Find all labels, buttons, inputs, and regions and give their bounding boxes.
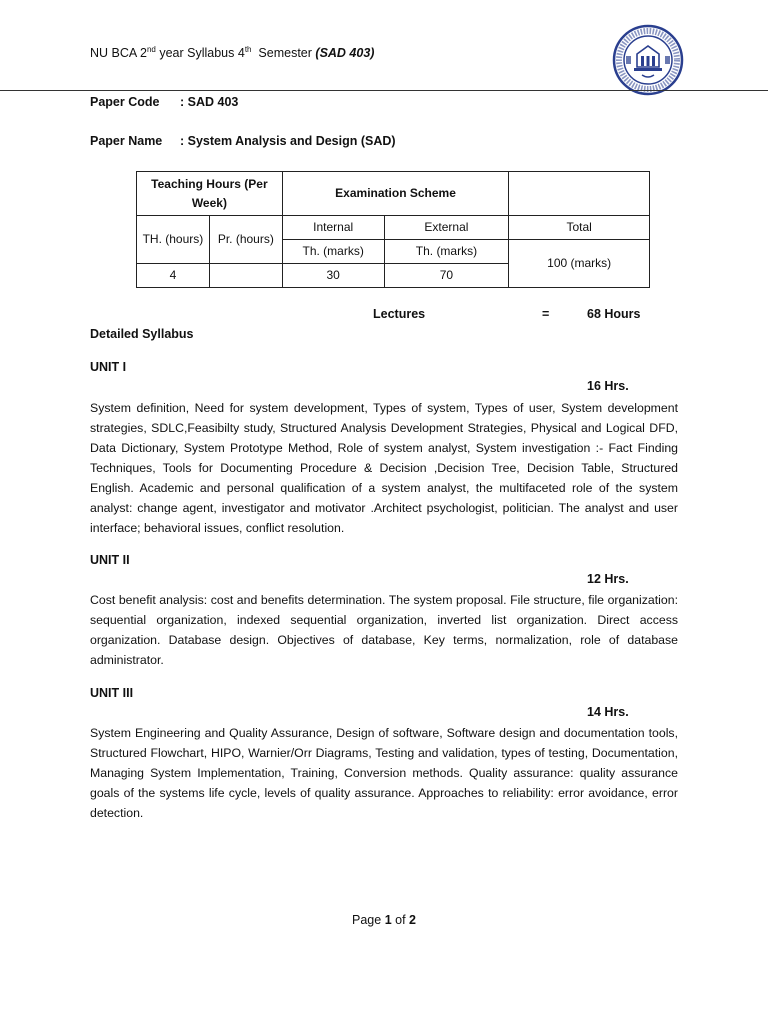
teaching-examination-table xyxy=(136,171,650,288)
header-sup-1: nd xyxy=(146,44,156,54)
internal-marks-value: 30 xyxy=(282,264,384,288)
unit-1-content: System definition, Need for system development, Types of system, Types of user, System development strategies, SDLC,Feasibilty study, Structured Analysis Development Strategies, Physical and Logical DFD, Data Dictionary, System Prototype Method, Role of system analyst, System investigation :- Fact Finding Techniques, Tools for Documenting Procedure & Decision ,Decision Tree, Decision Table, Structured English. Academic and personal qualification of a system analyst, the multifaceted role of the system analyst: change agent, investigator and motivator .Architect psychologist, politician. The analyst and user interface; behavioral issues, conflict resolution. xyxy=(90,401,678,535)
unit-1-hours: 16 Hrs. xyxy=(587,379,629,393)
unit-3-hours: 14 Hrs. xyxy=(587,705,629,719)
total-value: 100 (marks) xyxy=(509,240,650,288)
header-suffix: Semester xyxy=(251,46,316,60)
header-sup-2: th xyxy=(244,44,252,54)
footer-of-word: of xyxy=(391,913,410,927)
unit-1-title: UNIT I xyxy=(90,360,127,374)
internal-marks-label: Th. (marks) xyxy=(282,240,384,264)
unit-2-title: UNIT II xyxy=(90,553,130,567)
lectures-label: Lectures xyxy=(373,307,426,321)
header-divider xyxy=(0,90,768,91)
external-header: External xyxy=(384,216,509,240)
footer-total-pages: 2 xyxy=(409,913,416,927)
pr-hours-value xyxy=(209,264,282,288)
paper-code-label: Paper Code xyxy=(90,95,160,109)
pr-hours-header: Pr. (hours) xyxy=(209,216,282,264)
unit-3-content: System Engineering and Quality Assurance, Design of software, Software design and documentation tools, Structured Flowchart, HIPO, Warnier/Orr Diagrams, Testing and validation, types of testing, Documentation, Managing System Implementation, Training, Conversion methods. Quality assurance: quality assurance goals of the systems life cycle, levels of quality assurance. Approaches to reliability: error avoidance, error detection. xyxy=(90,726,678,820)
lectures-value: 68 Hours xyxy=(587,307,641,321)
external-marks-value: 70 xyxy=(384,264,509,288)
running-header xyxy=(90,46,374,60)
paper-name-label: Paper Name xyxy=(90,134,163,148)
paper-code-value: : SAD 403 xyxy=(180,95,239,109)
unit-2-hours: 12 Hrs. xyxy=(587,572,629,586)
total-header: Total xyxy=(509,216,650,240)
detailed-syllabus-heading: Detailed Syllabus xyxy=(90,327,194,341)
external-marks-label: Th. (marks) xyxy=(384,240,509,264)
unit-2-content: Cost benefit analysis: cost and benefits determination. The system proposal. File structure, file organization: sequential organization, indexed sequential organization, inverted list organization. Direct access organization. Database design. Objectives of database, Key terms, normalization, role of database administrator. xyxy=(90,593,678,667)
lectures-equals: = xyxy=(542,307,550,321)
paper-name-row xyxy=(90,134,396,148)
page-footer xyxy=(0,913,768,927)
paper-name-value: : System Analysis and Design (SAD) xyxy=(180,134,396,148)
header-prefix: NU BCA 2 xyxy=(90,46,147,60)
internal-header: Internal xyxy=(282,216,384,240)
teaching-hours-header: Teaching Hours (Per Week) xyxy=(137,172,283,216)
header-middle: year Syllabus 4 xyxy=(155,46,245,60)
unit-3-title: UNIT III xyxy=(90,686,134,700)
paper-code-row xyxy=(90,95,238,109)
th-hours-header: TH. (hours) xyxy=(137,216,210,264)
header-paper-code: (SAD 403) xyxy=(315,46,375,60)
th-hours-value: 4 xyxy=(137,264,210,288)
footer-page-word: Page xyxy=(352,913,385,927)
examination-scheme-header: Examination Scheme xyxy=(282,172,509,216)
empty-header-cell xyxy=(509,172,650,216)
university-seal-icon xyxy=(612,24,684,96)
footer-current-page: 1 xyxy=(384,913,392,927)
